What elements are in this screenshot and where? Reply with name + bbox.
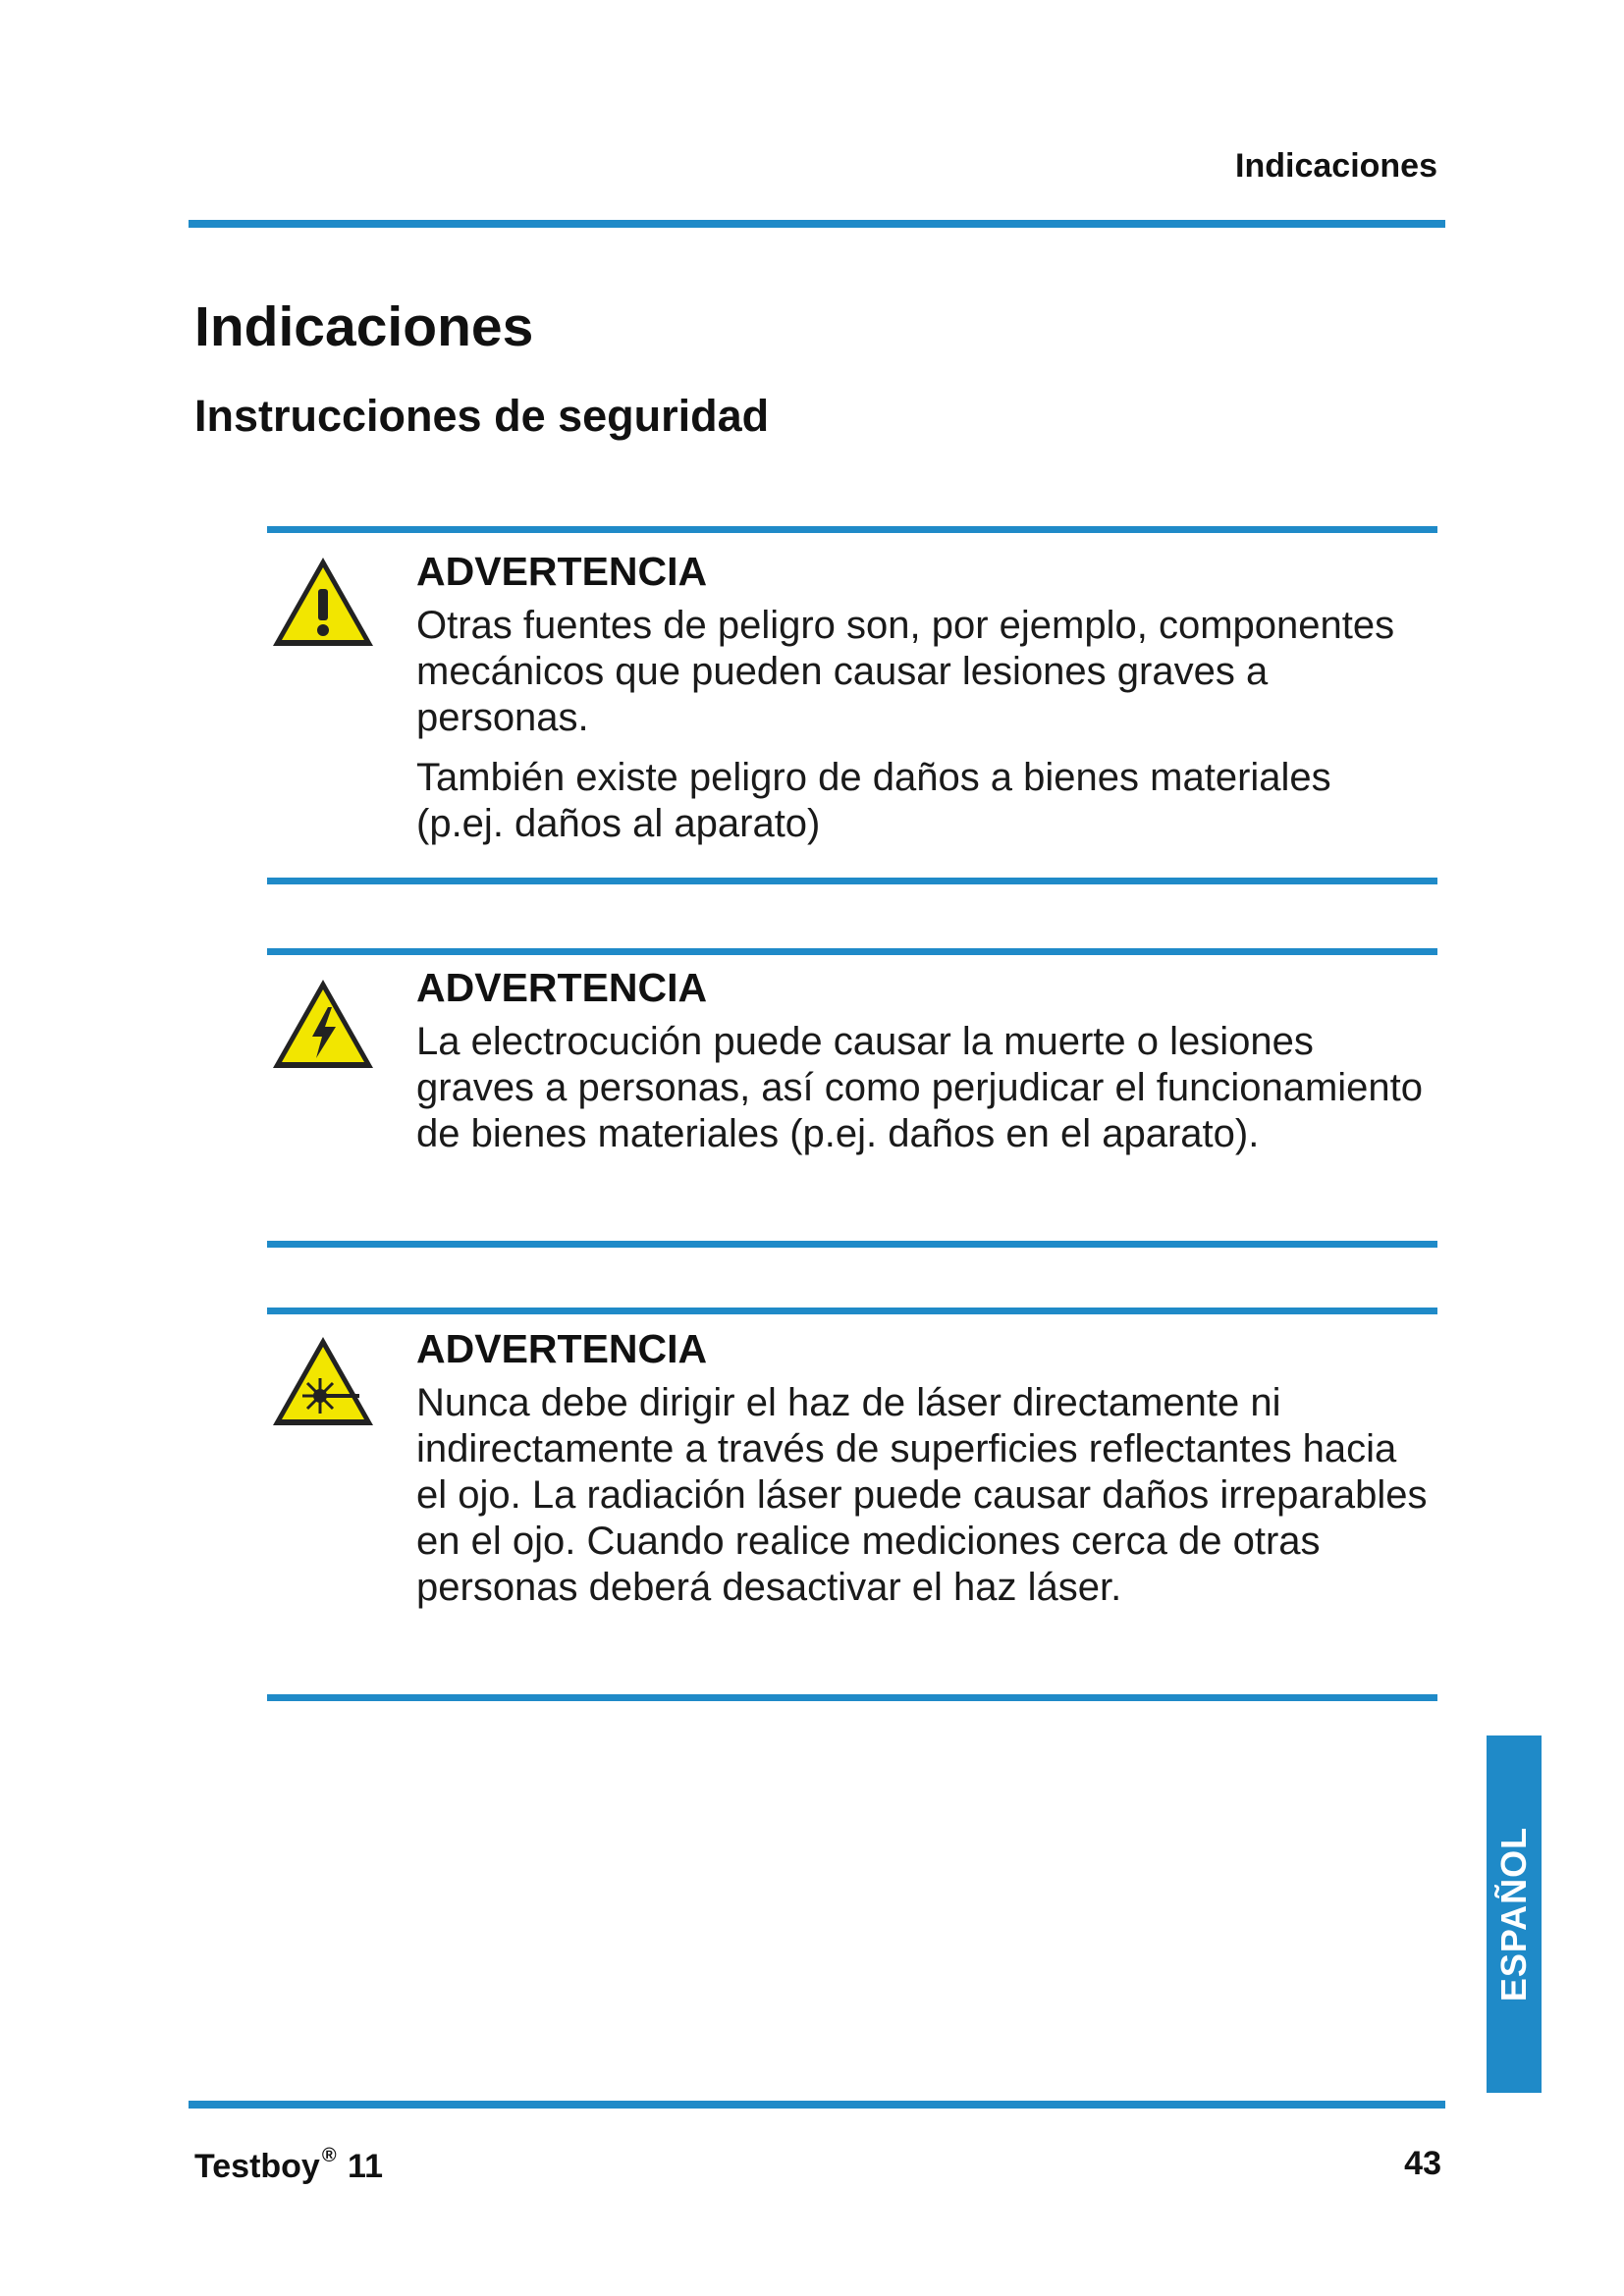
warning-title: ADVERTENCIA — [416, 549, 708, 594]
warning-top-rule — [267, 948, 1437, 955]
warning-bottom-rule — [267, 1241, 1437, 1248]
warning-top-rule — [267, 1308, 1437, 1314]
language-tab — [1487, 1735, 1542, 2093]
warning-text: Nunca debe dirigir el haz de láser directamente ni indirectamente a través de superficies reflectantes hacia el ojo. La radiación láser puede causar daños irreparables en el ojo. Cuando realice mediciones cerca de otras personas deberá desactivar el haz láser. — [416, 1381, 1428, 1609]
registered-mark: ® — [321, 2145, 337, 2166]
section-title: Instrucciones de seguridad — [194, 391, 770, 441]
warning-content — [416, 964, 1428, 1171]
language-tab-label: ESPAÑOL — [1493, 1826, 1534, 2002]
warning-title: ADVERTENCIA — [416, 1326, 708, 1371]
laser-warning-icon — [269, 1333, 377, 1429]
warning-bottom-rule — [267, 1694, 1437, 1701]
warning-top-rule — [267, 526, 1437, 533]
warning-text: La electrocución puede causar la muerte o lesiones graves a personas, así como perjudicar el funcionamiento de bienes materiales (p.ej. daños en el aparato). — [416, 1020, 1423, 1155]
running-head: Indicaciones — [1235, 147, 1437, 185]
warning-bottom-rule — [267, 878, 1437, 884]
page-number: 43 — [1404, 2145, 1441, 2182]
general-warning-icon — [269, 554, 377, 650]
warning-content — [416, 1325, 1428, 1625]
warning-block — [267, 1308, 1437, 1702]
warning-block — [267, 948, 1437, 1249]
warning-block — [267, 526, 1437, 885]
footer-product — [194, 2145, 383, 2186]
warning-text: Otras fuentes de peligro son, por ejemplo, componentes mecánicos que pueden causar lesiones graves a personas. — [416, 604, 1395, 739]
electric-shock-warning-icon — [269, 976, 377, 1072]
header-rule — [189, 220, 1445, 228]
footer-rule — [189, 2101, 1445, 2109]
footer-product-number: 11 — [348, 2148, 383, 2185]
warning-content — [416, 548, 1428, 861]
page-title: Indicaciones — [194, 295, 534, 358]
footer-product-name: Testboy — [194, 2148, 320, 2185]
warning-title: ADVERTENCIA — [416, 965, 708, 1010]
warning-text: También existe peligro de daños a bienes materiales (p.ej. daños al aparato) — [416, 756, 1331, 845]
